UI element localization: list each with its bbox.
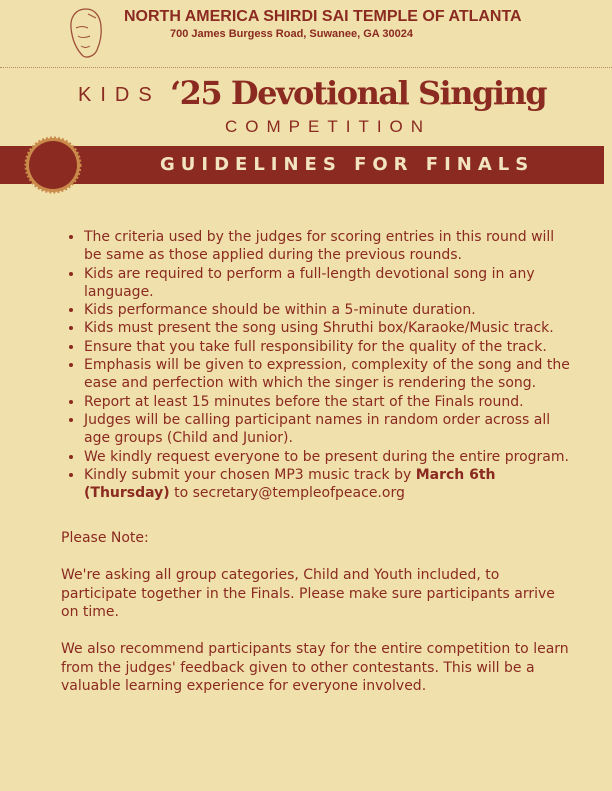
list-item: • Judges will be calling participant names in random order across all age groups (Child and Junior). — [84, 411, 574, 448]
guidelines-list — [62, 228, 574, 502]
list-item: • The criteria used by the judges for scoring entries in this round will be same as those applied during the previous rounds. — [84, 228, 574, 265]
banner-title: GUIDELINES FOR FINALS — [160, 154, 535, 175]
note-heading: Please Note: — [61, 530, 149, 546]
note-paragraph: We're asking all group categories, Child and Youth included, to participate together in the Finals. Please make sure participants arrive on time. — [61, 567, 555, 620]
divider — [0, 67, 612, 68]
competition-label: COMPETITION — [225, 117, 432, 136]
notes — [61, 529, 571, 714]
list-item: • Ensure that you take full responsibility for the quality of the track. — [84, 338, 574, 356]
list-item: • Kids performance should be within a 5-minute duration. — [84, 301, 574, 319]
list-item — [84, 466, 574, 503]
list-item: • Report at least 15 minutes before the start of the Finals round. — [84, 393, 574, 411]
list-item: • Kids must present the song using Shruthi box/Karaoke/Music track. — [84, 319, 574, 337]
kids-label: KIDS — [78, 84, 161, 106]
list-item: • We kindly request everyone to be present during the entire program. — [84, 448, 574, 466]
section-banner — [0, 146, 604, 184]
seal-icon — [24, 136, 82, 194]
note-paragraph: We also recommend participants stay for the entire competition to learn from the judges' feedback given to other contestants. This will be a valuable learning experience for everyone involved. — [61, 641, 569, 694]
submission-email: to secretary@templeofpeace.org — [169, 485, 405, 502]
address: 700 James Burgess Road, Suwanee, GA 30024 — [170, 28, 413, 40]
deadline: March 6th (Thursday) — [84, 466, 496, 502]
event-title: ‘25 Devotional Singing — [170, 74, 547, 112]
sai-baba-portrait-icon — [66, 6, 106, 62]
list-item: • Kids are required to perform a full-length devotional song in any language. — [84, 265, 574, 302]
list-item: • Emphasis will be given to expression, complexity of the song and the ease and perfection with which the singer is rendering the song. — [84, 356, 574, 393]
item-text: Kindly submit your chosen MP3 music track by — [84, 466, 416, 483]
organization-name: NORTH AMERICA SHIRDI SAI TEMPLE OF ATLANTA — [124, 8, 522, 25]
